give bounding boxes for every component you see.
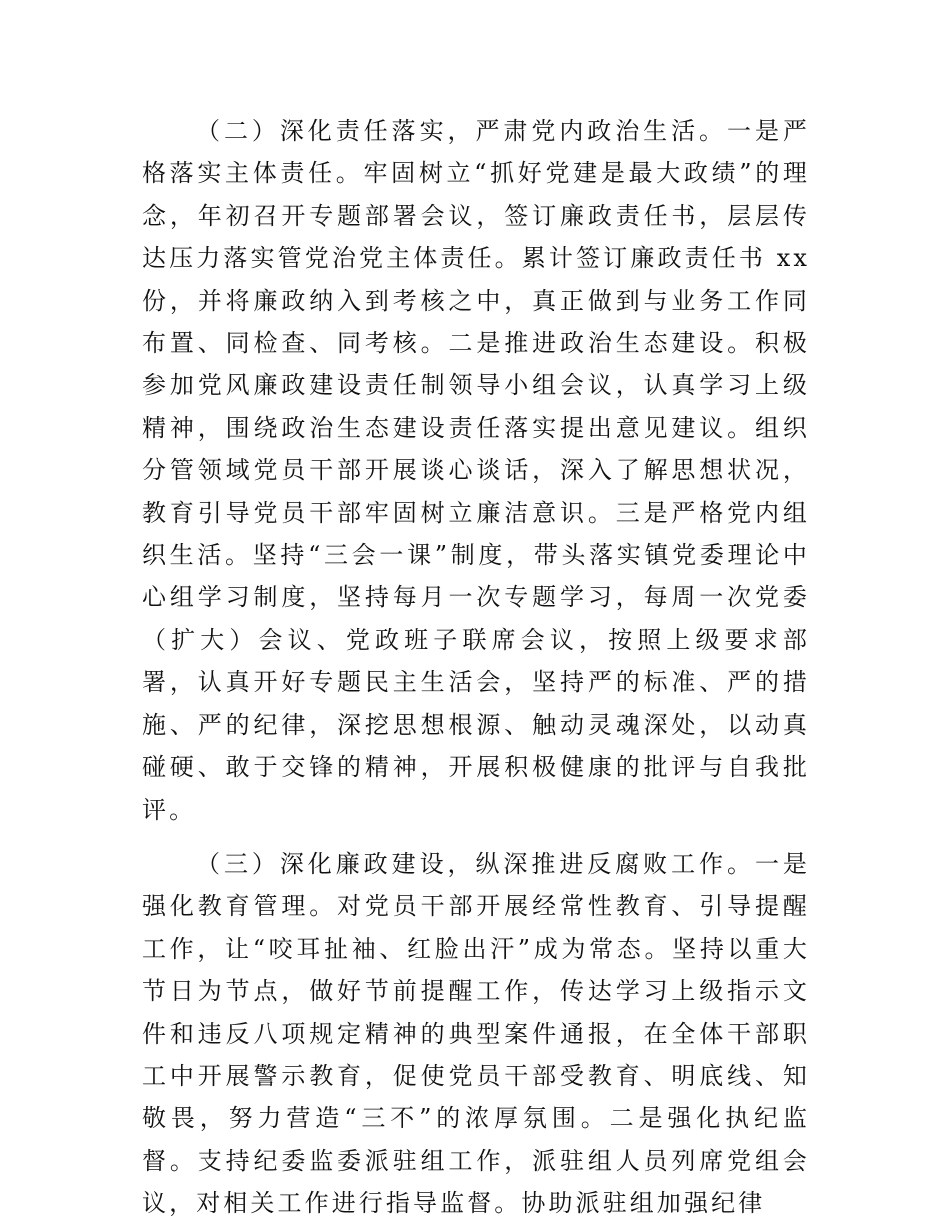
document-body: [142, 110, 810, 1225]
paragraph-section-two: （二）深化责任落实，严肃党内政治生活。一是严格落实主体责任。牢固树立“抓好党建是最大政绩”的理念，年初召开专题部署会议，签订廉政责任书，层层传达压力落实管党治党主体责任。累计签订廉政责任书 xx 份，并将廉政纳入到考核之中，真正做到与业务工作同布置、同检查、同考核。二是推进政治生态建设。积极参加党风廉政建设责任制领导小组会议，认真学习上级精神，围绕政治生态建设责任落实提出意见建议。组织分管领域党员干部开展谈心谈话，深入了解思想状况，教育引导党员干部牢固树立廉洁意识。三是严格党内组织生活。坚持“三会一课”制度，带头落实镇党委理论中心组学习制度，坚持每月一次专题学习，每周一次党委（扩大）会议、党政班子联席会议，按照上级要求部署，认真开好专题民主生活会，坚持严的标准、严的措施、严的纪律，深挖思想根源、触动灵魂深处，以动真碰硬、敢于交锋的精神，开展积极健康的批评与自我批评。: [142, 117, 810, 824]
paragraph-section-three: （三）深化廉政建设，纵深推进反腐败工作。一是强化教育管理。对党员干部开展经常性教育、引导提醒工作，让“咬耳扯袖、红脸出汗”成为常态。坚持以重大节日为节点，做好节前提醒工作，传达学习上级指示文件和违反八项规定精神的典型案件通报，在全体干部职工中开展警示教育，促使党员干部受教育、明底线、知敬畏，努力营造“三不”的浓厚氛围。二是强化执纪监督。支持纪委监委派驻组工作，派驻组人员列席党组会议，对相关工作进行指导监督。协助派驻组加强纪律: [142, 849, 810, 1218]
